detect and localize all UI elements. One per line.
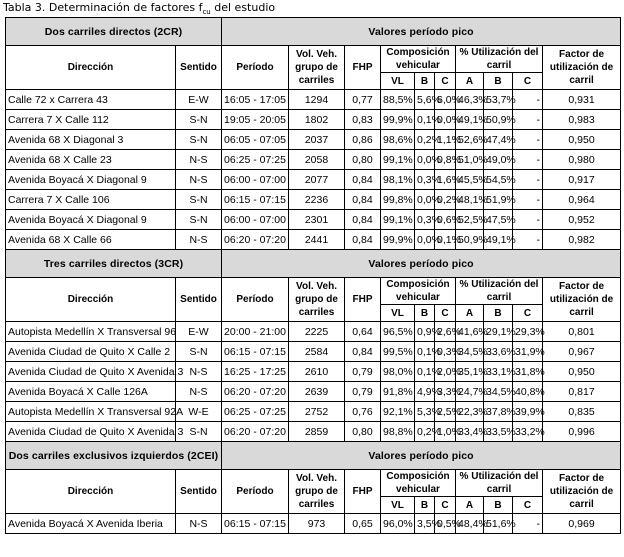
col-direccion: Dirección <box>6 46 176 90</box>
cell-direccion: Avenida Boyacá X Diagonal 9 <box>6 170 176 190</box>
cell-c: 0,1% <box>435 230 456 250</box>
section-title: Dos carriles exclusivos izquierdos (2CEI) <box>6 442 222 470</box>
cell-direccion: Autopista Medellín X Transversal 92A <box>6 402 176 422</box>
cell-ub: 50,9% <box>484 110 513 130</box>
cell-ub: 34,5% <box>484 382 513 402</box>
cell-ua: 52,6% <box>456 130 484 150</box>
subcol-b: B <box>415 73 435 90</box>
cell-b: 0,2% <box>415 422 435 442</box>
peak-values-header: Valores período pico <box>222 18 621 46</box>
cell-ua: 48,4% <box>456 514 484 534</box>
cell-vl: 99,5% <box>381 342 415 362</box>
cell-vl: 99,9% <box>381 110 415 130</box>
cell-direccion: Carrera 7 X Calle 106 <box>6 190 176 210</box>
cell-direccion: Calle 72 x Carrera 43 <box>6 90 176 110</box>
cell-b: 5,6% <box>415 90 435 110</box>
cell-fhp: 0,84 <box>345 190 381 210</box>
cell-fhp: 0,84 <box>345 342 381 362</box>
cell-fhp: 0,79 <box>345 382 381 402</box>
cell-c: 1,1% <box>435 130 456 150</box>
cell-ua: 35,1% <box>456 362 484 382</box>
subcol-c2: C <box>513 497 543 514</box>
col-periodo: Período <box>222 278 289 322</box>
cell-sentido: N-S <box>176 362 222 382</box>
table-row <box>6 230 621 250</box>
cell-periodo: 06:20 - 07:20 <box>222 230 289 250</box>
cell-vl: 96,0% <box>381 514 415 534</box>
cell-vol: 973 <box>289 514 345 534</box>
cell-periodo: 06:20 - 07:20 <box>222 422 289 442</box>
cell-periodo: 20:00 - 21:00 <box>222 322 289 342</box>
cell-periodo: 16:05 - 17:05 <box>222 90 289 110</box>
cell-direccion: Avenida Ciudad de Quito X Avenida 3 <box>6 362 176 382</box>
cell-b: 5,3% <box>415 402 435 422</box>
cell-ua: 48,1% <box>456 190 484 210</box>
cell-uc: 39,9% <box>513 402 543 422</box>
cell-b: 0,1% <box>415 342 435 362</box>
cell-b: 0,0% <box>415 190 435 210</box>
cell-uc: - <box>513 130 543 150</box>
cell-factor: 0,967 <box>543 342 621 362</box>
cell-vol: 2752 <box>289 402 345 422</box>
cell-vol: 2584 <box>289 342 345 362</box>
col-factor: Factor de utilización de carril <box>543 278 621 322</box>
cell-vl: 98,0% <box>381 362 415 382</box>
cell-c: 0,5% <box>435 514 456 534</box>
cell-vol: 1802 <box>289 110 345 130</box>
table-row <box>6 402 621 422</box>
cell-vl: 98,6% <box>381 130 415 150</box>
table-row <box>6 210 621 230</box>
subcol-c2: C <box>513 73 543 90</box>
cell-uc: - <box>513 190 543 210</box>
cell-ub: 37,8% <box>484 402 513 422</box>
cell-periodo: 06:15 - 07:15 <box>222 514 289 534</box>
cell-vl: 96,5% <box>381 322 415 342</box>
cell-fhp: 0,84 <box>345 210 381 230</box>
subcol-b: B <box>415 305 435 322</box>
cell-ua: 22,3% <box>456 402 484 422</box>
cell-ua: 49,1% <box>456 110 484 130</box>
cell-periodo: 06:25 - 07:25 <box>222 402 289 422</box>
cell-ub: 29,1% <box>484 322 513 342</box>
cell-direccion: Avenida Ciudad de Quito X Avenida 3 <box>6 422 176 442</box>
cell-b: 0,1% <box>415 362 435 382</box>
cell-ub: 33,1% <box>484 362 513 382</box>
cell-direccion: Avenida 68 X Calle 66 <box>6 230 176 250</box>
cell-factor: 0,931 <box>543 90 621 110</box>
col-periodo: Período <box>222 470 289 514</box>
cell-b: 0,0% <box>415 150 435 170</box>
cell-fhp: 0,65 <box>345 514 381 534</box>
cell-sentido: S-N <box>176 210 222 230</box>
col-vol: Vol. Veh. grupo de carriles <box>289 470 345 514</box>
cell-direccion: Carrera 7 X Calle 112 <box>6 110 176 130</box>
cell-factor: 0,982 <box>543 230 621 250</box>
cell-vol: 2441 <box>289 230 345 250</box>
cell-uc: 29,3% <box>513 322 543 342</box>
cell-periodo: 06:15 - 07:15 <box>222 190 289 210</box>
table-row <box>6 190 621 210</box>
cell-factor: 0,950 <box>543 130 621 150</box>
cell-b: 0,9% <box>415 322 435 342</box>
cell-factor: 0,917 <box>543 170 621 190</box>
cell-direccion: Avenida 68 X Calle 23 <box>6 150 176 170</box>
table-row <box>6 130 621 150</box>
cell-periodo: 06:00 - 07:00 <box>222 170 289 190</box>
cell-fhp: 0,80 <box>345 150 381 170</box>
cell-sentido: S-N <box>176 110 222 130</box>
cell-direccion: Avenida Boyacá X Diagonal 9 <box>6 210 176 230</box>
cell-b: 0,3% <box>415 210 435 230</box>
cell-b: 4,9% <box>415 382 435 402</box>
cell-periodo: 16:25 - 17:25 <box>222 362 289 382</box>
cell-ua: 51,0% <box>456 150 484 170</box>
cell-c: 2,6% <box>435 322 456 342</box>
table-row <box>6 170 621 190</box>
cell-ua: 45,5% <box>456 170 484 190</box>
subcol-b2: B <box>484 73 513 90</box>
col-utilizacion: % Utilización del carril <box>456 470 543 497</box>
cell-c: 6,0% <box>435 90 456 110</box>
cell-sentido: N-S <box>176 382 222 402</box>
cell-fhp: 0,86 <box>345 130 381 150</box>
table-row <box>6 362 621 382</box>
cell-fhp: 0,84 <box>345 230 381 250</box>
table-caption: Tabla 3. Determinación de factores $f_{cu}$ del estudio <box>3 1 276 17</box>
cell-vol: 2077 <box>289 170 345 190</box>
cell-ub: 53,7% <box>484 90 513 110</box>
col-direccion: Dirección <box>6 278 176 322</box>
cell-vl: 88,5% <box>381 90 415 110</box>
subcol-b2: B <box>484 497 513 514</box>
col-factor: Factor de utilización de carril <box>543 46 621 90</box>
cell-ua: 33,4% <box>456 422 484 442</box>
cell-fhp: 0,83 <box>345 110 381 130</box>
cell-factor: 0,996 <box>543 422 621 442</box>
cell-periodo: 19:05 - 20:05 <box>222 110 289 130</box>
cell-c: 1,0% <box>435 422 456 442</box>
cell-factor: 0,983 <box>543 110 621 130</box>
table-row <box>6 514 621 534</box>
peak-values-header: Valores período pico <box>222 250 621 278</box>
cell-c: 0,0% <box>435 110 456 130</box>
cell-b: 0,3% <box>415 170 435 190</box>
col-fhp: FHP <box>345 470 381 514</box>
cell-c: 2,0% <box>435 362 456 382</box>
col-sentido: Sentido <box>176 278 222 322</box>
table-row <box>6 150 621 170</box>
cell-periodo: 06:20 - 07:20 <box>222 382 289 402</box>
cell-ua: 34,5% <box>456 342 484 362</box>
cell-ub: 47,4% <box>484 130 513 150</box>
col-vol: Vol. Veh. grupo de carriles <box>289 46 345 90</box>
cell-direccion: Autopista Medellín X Transversal 96 <box>6 322 176 342</box>
cell-vol: 2859 <box>289 422 345 442</box>
col-sentido: Sentido <box>176 470 222 514</box>
cell-vol: 2058 <box>289 150 345 170</box>
cell-uc: - <box>513 210 543 230</box>
col-composicion: Composición vehicular <box>381 470 456 497</box>
cell-ua: 46,3% <box>456 90 484 110</box>
col-vol: Vol. Veh. grupo de carriles <box>289 278 345 322</box>
cell-uc: 33,2% <box>513 422 543 442</box>
table-row <box>6 342 621 362</box>
cell-ub: 47,5% <box>484 210 513 230</box>
cell-sentido: S-N <box>176 190 222 210</box>
cell-vl: 98,8% <box>381 422 415 442</box>
cell-vl: 92,1% <box>381 402 415 422</box>
cell-vl: 98,1% <box>381 170 415 190</box>
cell-ua: 24,7% <box>456 382 484 402</box>
subcol-a: A <box>456 497 484 514</box>
cell-c: 0,3% <box>435 342 456 362</box>
cell-vol: 2610 <box>289 362 345 382</box>
col-fhp: FHP <box>345 46 381 90</box>
cell-c: 0,8% <box>435 150 456 170</box>
cell-ub: 33,5% <box>484 422 513 442</box>
cell-periodo: 06:15 - 07:15 <box>222 342 289 362</box>
cell-sentido: S-N <box>176 342 222 362</box>
subcol-vl: VL <box>381 305 415 322</box>
col-sentido: Sentido <box>176 46 222 90</box>
cell-factor: 0,950 <box>543 362 621 382</box>
col-composicion: Composición vehicular <box>381 46 456 73</box>
cell-direccion: Avenida Boyacá X Calle 126A <box>6 382 176 402</box>
cell-sentido: E-W <box>176 322 222 342</box>
cell-c: 3,3% <box>435 382 456 402</box>
cell-vol: 1294 <box>289 90 345 110</box>
cell-uc: 31,9% <box>513 342 543 362</box>
subcol-c: C <box>435 73 456 90</box>
cell-ub: 51,6% <box>484 514 513 534</box>
cell-direccion: Avenida Ciudad de Quito X Calle 2 <box>6 342 176 362</box>
cell-factor: 0,969 <box>543 514 621 534</box>
cell-ub: 54,5% <box>484 170 513 190</box>
col-utilizacion: % Utilización del carril <box>456 278 543 305</box>
table-row <box>6 382 621 402</box>
cell-periodo: 06:00 - 07:00 <box>222 210 289 230</box>
cell-vol: 2236 <box>289 190 345 210</box>
cell-b: 0,1% <box>415 110 435 130</box>
col-utilizacion: % Utilización del carril <box>456 46 543 73</box>
cell-vl: 99,9% <box>381 230 415 250</box>
col-factor: Factor de utilización de carril <box>543 470 621 514</box>
cell-uc: 40,8% <box>513 382 543 402</box>
cell-sentido: S-N <box>176 130 222 150</box>
cell-uc: - <box>513 90 543 110</box>
subcol-c: C <box>435 305 456 322</box>
cell-vol: 2301 <box>289 210 345 230</box>
cell-ub: 51,9% <box>484 190 513 210</box>
cell-vol: 2225 <box>289 322 345 342</box>
subcol-a: A <box>456 73 484 90</box>
cell-direccion: Avenida 68 X Diagonal 3 <box>6 130 176 150</box>
cell-sentido: N-S <box>176 170 222 190</box>
cell-sentido: N-S <box>176 514 222 534</box>
subcol-vl: VL <box>381 497 415 514</box>
cell-uc: - <box>513 230 543 250</box>
table-row <box>6 422 621 442</box>
table-row <box>6 322 621 342</box>
cell-c: 0,2% <box>435 190 456 210</box>
cell-c: 0,6% <box>435 210 456 230</box>
cell-uc: 31,8% <box>513 362 543 382</box>
cell-factor: 0,980 <box>543 150 621 170</box>
cell-ub: 49,0% <box>484 150 513 170</box>
col-direccion: Dirección <box>6 470 176 514</box>
section-title: Tres carriles directos (3CR) <box>6 250 222 278</box>
subcol-vl: VL <box>381 73 415 90</box>
cell-sentido: E-W <box>176 90 222 110</box>
cell-factor: 0,817 <box>543 382 621 402</box>
col-fhp: FHP <box>345 278 381 322</box>
col-periodo: Período <box>222 46 289 90</box>
cell-uc: - <box>513 514 543 534</box>
cell-sentido: S-N <box>176 422 222 442</box>
subcol-a: A <box>456 305 484 322</box>
cell-sentido: N-S <box>176 230 222 250</box>
cell-factor: 0,952 <box>543 210 621 230</box>
cell-sentido: N-S <box>176 150 222 170</box>
cell-vl: 91,8% <box>381 382 415 402</box>
table-row <box>6 110 621 130</box>
cell-ub: 49,1% <box>484 230 513 250</box>
cell-factor: 0,835 <box>543 402 621 422</box>
subcol-b2: B <box>484 305 513 322</box>
cell-ua: 41,6% <box>456 322 484 342</box>
cell-direccion: Avenida Boyacá X Avenida Iberia <box>6 514 176 534</box>
cell-vl: 99,1% <box>381 210 415 230</box>
cell-factor: 0,964 <box>543 190 621 210</box>
cell-uc: - <box>513 150 543 170</box>
cell-b: 3,5% <box>415 514 435 534</box>
lane-factor-table <box>5 17 621 534</box>
section-title: Dos carriles directos (2CR) <box>6 18 222 46</box>
cell-factor: 0,801 <box>543 322 621 342</box>
table-row <box>6 90 621 110</box>
cell-vl: 99,1% <box>381 150 415 170</box>
cell-c: 2,5% <box>435 402 456 422</box>
cell-ua: 50,9% <box>456 230 484 250</box>
cell-fhp: 0,77 <box>345 90 381 110</box>
cell-fhp: 0,84 <box>345 170 381 190</box>
subcol-c: C <box>435 497 456 514</box>
cell-fhp: 0,64 <box>345 322 381 342</box>
cell-c: 1,6% <box>435 170 456 190</box>
cell-ua: 52,5% <box>456 210 484 230</box>
cell-vol: 2639 <box>289 382 345 402</box>
cell-fhp: 0,76 <box>345 402 381 422</box>
subcol-b: B <box>415 497 435 514</box>
cell-uc: - <box>513 110 543 130</box>
col-composicion: Composición vehicular <box>381 278 456 305</box>
subcol-c2: C <box>513 305 543 322</box>
cell-fhp: 0,79 <box>345 362 381 382</box>
peak-values-header: Valores período pico <box>222 442 621 470</box>
cell-fhp: 0,80 <box>345 422 381 442</box>
cell-periodo: 06:05 - 07:05 <box>222 130 289 150</box>
cell-ub: 33,6% <box>484 342 513 362</box>
cell-b: 0,0% <box>415 230 435 250</box>
cell-sentido: W-E <box>176 402 222 422</box>
cell-b: 0,2% <box>415 130 435 150</box>
cell-vol: 2037 <box>289 130 345 150</box>
cell-vl: 99,8% <box>381 190 415 210</box>
cell-uc: - <box>513 170 543 190</box>
cell-periodo: 06:25 - 07:25 <box>222 150 289 170</box>
